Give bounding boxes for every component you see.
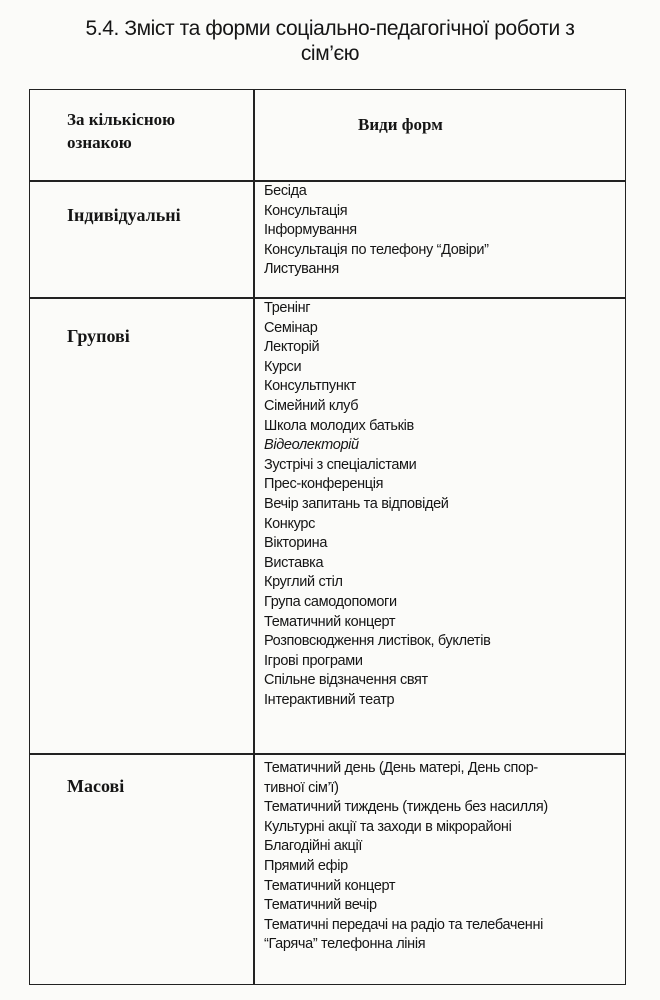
form-item: Благодійні акції [264,838,362,855]
form-item: Тренінг [264,300,311,316]
form-item: Культурні акції та заходи в мікрорайоні [264,818,512,835]
form-item: Конкурс [264,515,315,532]
form-item: Відеолекторій [264,437,359,454]
form-item: Бесіда [264,183,307,199]
form-item: Спільне відзначення свят [264,672,428,689]
form-item: Тематичний тиждень (тиждень без насилля) [264,799,548,816]
title-line-1: 5.4. Зміст та форми соціально-педагогічної роботи з [85,17,575,40]
header-form-types: Види форм [358,115,443,134]
form-item: Тематичний концерт [264,613,396,630]
form-item: Розповсюдження листівок, буклетів [264,633,491,650]
form-item: Вікторина [264,535,328,552]
form-item: Сімейний клуб [264,397,359,414]
form-item: Виставка [264,554,324,571]
row-divider [29,753,626,755]
form-item: Ігрові програми [264,652,363,669]
form-item: Прямий ефір [264,857,348,874]
form-item: Курси [264,358,302,375]
form-item: Тематичний день (День матері, День спор- [264,760,538,776]
header-line-1: За кількісною [67,110,176,129]
form-item: Семінар [264,319,318,336]
form-item: Група самодопомоги [264,593,397,610]
form-item: Зустрічі з спеціалістами [264,456,417,473]
form-item: Консультпункт [264,378,356,395]
form-item: “Гаряча” телефонна лінія [264,936,426,953]
row-label-mass: Масові [67,776,125,796]
row-label-individual: Індивідуальні [67,205,181,225]
section-title [0,16,660,66]
form-item: Лекторій [264,339,320,356]
column-divider [253,89,255,985]
form-item: Тематичний вечір [264,897,377,914]
form-item: Вечір запитань та відповідей [264,495,449,512]
group-forms-list [264,299,490,710]
form-item: Школа молодих батьків [264,417,414,434]
form-item: Листування [264,261,339,278]
form-item: Тематичні передачі на радіо та телебаченні [264,916,543,933]
form-item: тивної сім’ї) [264,779,339,796]
mass-forms-list [264,759,548,955]
form-item: Інформування [264,222,357,239]
form-item: Консультація [264,202,348,219]
individual-forms-list [264,182,489,280]
form-item: Консультація по телефону “Довіри” [264,241,489,258]
form-item: Прес-конференція [264,476,384,493]
form-item: Круглий стіл [264,574,343,591]
title-line-2: сім’єю [300,42,360,65]
header-line-2: ознакою [67,133,132,152]
header-quantitative [67,108,175,154]
row-label-group: Групові [67,326,130,346]
form-item: Тематичний концерт [264,877,396,894]
form-item: Інтерактивний театр [264,691,395,708]
